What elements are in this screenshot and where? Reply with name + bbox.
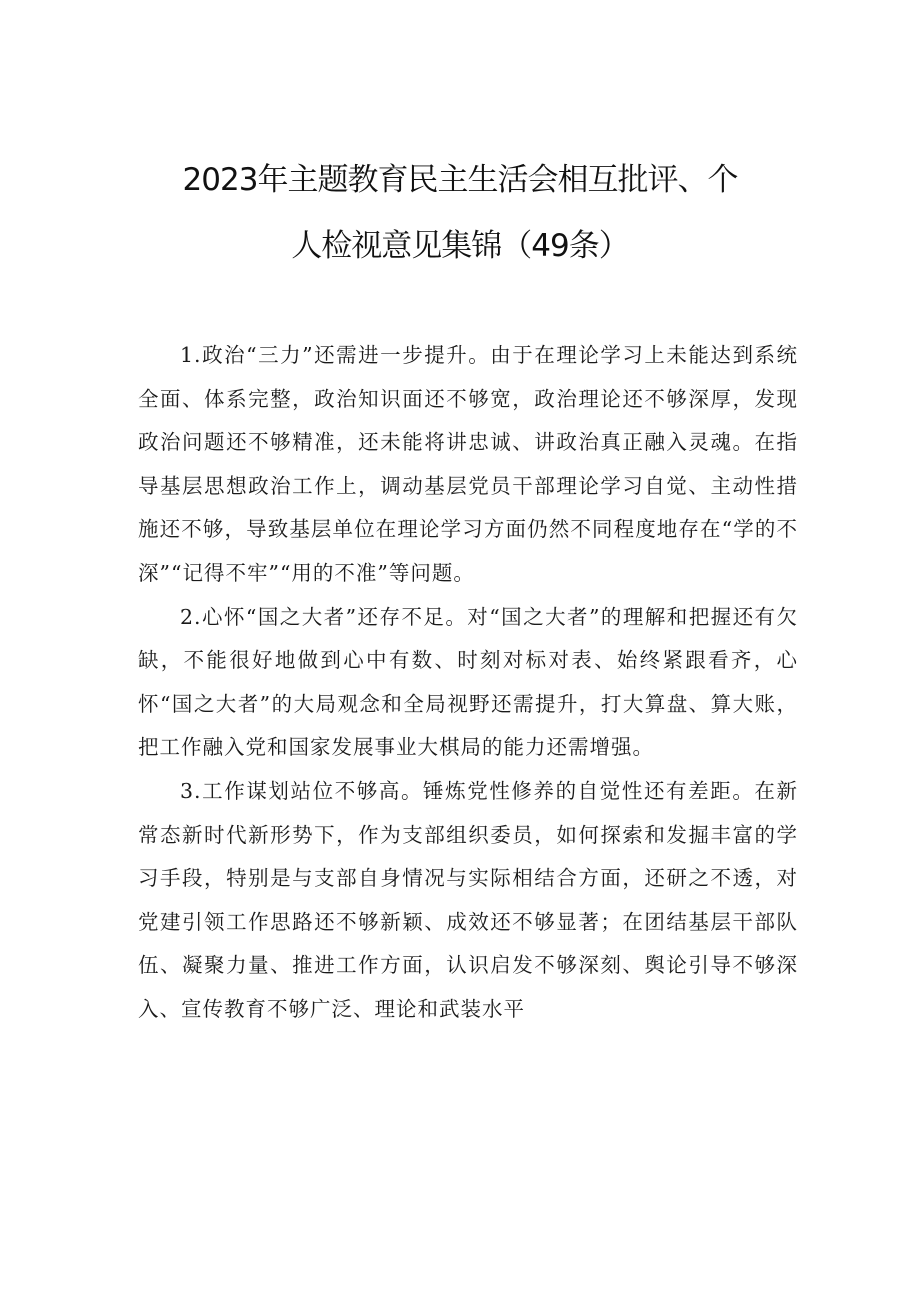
document-title-line-2: 人检视意见集锦（49条） bbox=[291, 228, 629, 264]
paragraph-1: 1.政治“三力”还需进一步提升。由于在理论学习上未能达到系统全面、体系完整，政治知识面还不够宽，政治理论还不够深厚，发现政治问题还不够精准，还未能将讲忠诚、讲政治真正融入灵魂。在指导基层思想政治工作上，调动基层党员干部理论学习自觉、主动性措施还不够，导致基层单位在理论学习方面仍然不同程度地存在“学的不深”“记得不牢”“用的不准”等问题。 bbox=[138, 343, 798, 585]
paragraph-2: 2.心怀“国之大者”还存不足。对“国之大者”的理解和把握还有欠缺，不能很好地做到心中有数、时刻对标对表、始终紧跟看齐，心怀“国之大者”的大局观念和全局视野还需提升，打大算盘、算大账，把工作融入党和国家发展事业大棋局的能力还需增强。 bbox=[138, 604, 798, 760]
document-body bbox=[138, 334, 798, 1032]
document-title-line-1: 2023年主题教育民主生活会相互批评、个 bbox=[182, 162, 738, 198]
paragraph-3: 3.工作谋划站位不够高。锤炼党性修养的自觉性还有差距。在新常态新时代新形势下，作为支部组织委员，如何探索和发掘丰富的学习手段，特别是与支部自身情况与实际相结合方面，还研之不透，对党建引领工作思路还不够新颖、成效还不够显著；在团结基层干部队伍、凝聚力量、推进工作方面，认识启发不够深刻、舆论引导不够深入、宣传教育不够广泛、理论和武装水平 bbox=[138, 778, 798, 1021]
